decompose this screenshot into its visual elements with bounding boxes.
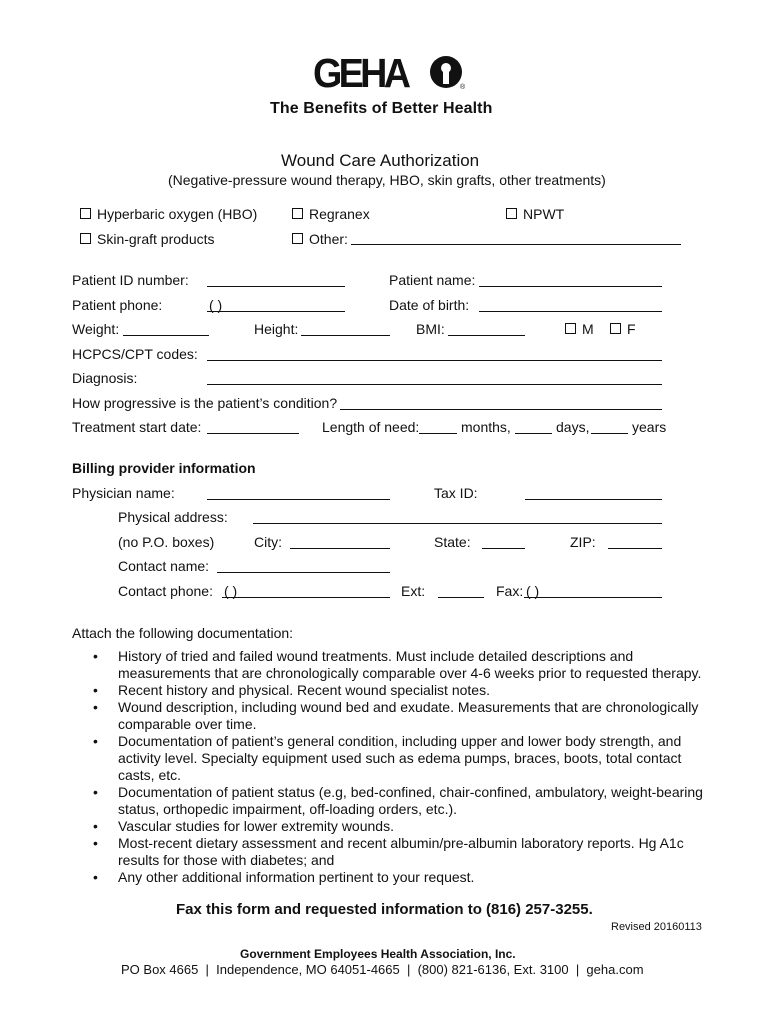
diagnosis-field[interactable] — [207, 384, 662, 385]
patient-name-field[interactable] — [479, 286, 662, 287]
logo-tagline: The Benefits of Better Health — [270, 100, 493, 117]
weight-label: Weight: — [72, 321, 120, 337]
sex-f-label: F — [627, 321, 636, 337]
option-regranex[interactable] — [292, 206, 370, 222]
dob-label: Date of birth: — [389, 297, 470, 313]
revised-date: Revised 20160113 — [611, 921, 702, 933]
hbo-checkbox[interactable] — [80, 208, 91, 219]
fax-instruction: Fax this form and requested information to (816) 257-3255. — [176, 901, 593, 918]
patient-id-field[interactable] — [207, 286, 345, 287]
ext-field[interactable] — [438, 597, 484, 598]
list-item: • Recent history and physical. Recent wound specialist notes. — [90, 682, 710, 699]
years-label: years — [632, 419, 667, 435]
list-item: • Vascular studies for lower extremity wounds. — [90, 818, 710, 835]
list-item: • Documentation of patient status (e.g, bed-confined, chair-confined, ambulatory, weight-bearing status, orthopedic impairment, off-loading orders, etc.). — [90, 784, 710, 818]
ext-label: Ext: — [401, 583, 426, 599]
height-label: Height: — [254, 321, 299, 337]
patient-phone-label: Patient phone: — [72, 297, 163, 313]
list-item: • Any other additional information pertinent to your request. — [90, 869, 710, 886]
bmi-label: BMI: — [416, 321, 445, 337]
fax-prefix: ( ) — [526, 583, 540, 599]
patient-phone-field[interactable] — [207, 311, 345, 312]
contact-phone-field[interactable] — [222, 597, 390, 598]
sex-m-checkbox[interactable] — [565, 323, 576, 334]
list-item: • Most-recent dietary assessment and recent albumin/pre-albumin laboratory reports. Hg A1c results for those with diabetes; and — [90, 835, 710, 869]
days-field[interactable] — [515, 433, 552, 434]
patient-name-label: Patient name: — [389, 272, 476, 288]
city-label: City: — [254, 534, 282, 550]
weight-field[interactable] — [123, 335, 209, 336]
option-hbo[interactable] — [80, 206, 257, 222]
months-field[interactable] — [419, 433, 457, 434]
other-label: Other: — [309, 231, 348, 247]
attach-list — [90, 648, 710, 886]
physician-field[interactable] — [207, 499, 390, 500]
tax-id-label: Tax ID: — [434, 485, 478, 501]
state-label: State: — [434, 534, 471, 550]
days-label: days, — [556, 419, 590, 435]
patient-id-label: Patient ID number: — [72, 272, 189, 288]
billing-heading: Billing provider information — [72, 460, 256, 476]
regranex-label: Regranex — [309, 206, 370, 222]
list-item: • Wound description, including wound bed and exudate. Measurements that are chronologically comparable over time. — [90, 699, 710, 733]
months-label: months, — [461, 419, 511, 435]
registered-mark: ® — [460, 84, 466, 91]
contact-name-field[interactable] — [217, 572, 390, 573]
state-field[interactable] — [482, 548, 525, 549]
contact-phone-prefix: ( ) — [224, 583, 238, 599]
city-field[interactable] — [290, 548, 390, 549]
option-skin-graft[interactable] — [80, 231, 215, 247]
progressive-label: How progressive is the patient’s condition? — [72, 395, 338, 411]
regranex-checkbox[interactable] — [292, 208, 303, 219]
start-date-label: Treatment start date: — [72, 419, 202, 435]
attach-heading: Attach the following documentation: — [72, 625, 294, 641]
tax-id-field[interactable] — [525, 499, 662, 500]
fax-label: Fax: — [496, 583, 524, 599]
physician-label: Physician name: — [72, 485, 175, 501]
geha-logo — [313, 50, 466, 96]
zip-label: ZIP: — [570, 534, 596, 550]
diagnosis-label: Diagnosis: — [72, 370, 138, 386]
logo-wordmark: GEHA — [313, 50, 408, 96]
hcpcs-label: HCPCS/CPT codes: — [72, 346, 198, 362]
patient-phone-prefix: ( ) — [209, 297, 223, 313]
form-subtitle: (Negative-pressure wound therapy, HBO, skin grafts, other treatments) — [168, 172, 606, 188]
skin-graft-label: Skin-graft products — [97, 231, 215, 247]
contact-phone-label: Contact phone: — [118, 583, 213, 599]
hbo-label: Hyperbaric oxygen (HBO) — [97, 206, 258, 222]
address-field[interactable] — [253, 523, 662, 524]
sex-f-checkbox[interactable] — [610, 323, 621, 334]
other-checkbox[interactable] — [292, 233, 303, 244]
option-npwt[interactable] — [506, 206, 564, 222]
sex-f-option[interactable] — [610, 321, 636, 337]
zip-field[interactable] — [608, 548, 662, 549]
footer-org: Government Employees Health Association, Inc. — [240, 947, 516, 961]
form-title: Wound Care Authorization — [281, 151, 480, 170]
footer-address: PO Box 4665 | Independence, MO 64051-4665 | (800) 821-6136, Ext. 3100 | geha.com — [121, 962, 644, 977]
fax-field[interactable] — [524, 597, 662, 598]
progressive-field[interactable] — [340, 409, 662, 410]
option-other[interactable] — [292, 231, 348, 247]
sex-m-option[interactable] — [565, 321, 594, 337]
keyhole-icon — [430, 56, 462, 88]
height-field[interactable] — [301, 335, 390, 336]
dob-field[interactable] — [479, 311, 662, 312]
length-of-need-label: Length of need: — [322, 419, 420, 435]
list-item: • Documentation of patient’s general condition, including upper and lower body strength, and activity level. Specialty equipment used such as edema pumps, braces, boots, total contact casts, etc. — [90, 733, 710, 784]
bmi-field[interactable] — [448, 335, 525, 336]
start-date-field[interactable] — [207, 433, 299, 434]
sex-m-label: M — [582, 321, 594, 337]
list-item: • History of tried and failed wound treatments. Must include detailed descriptions and measurements that are chronologically comparable over 4-6 weeks prior to requested therapy. — [90, 648, 710, 682]
npwt-checkbox[interactable] — [506, 208, 517, 219]
npwt-label: NPWT — [523, 206, 565, 222]
skin-graft-checkbox[interactable] — [80, 233, 91, 244]
hcpcs-field[interactable] — [207, 360, 662, 361]
address-label: Physical address: — [118, 509, 228, 525]
no-po-note: (no P.O. boxes) — [118, 534, 215, 550]
other-field[interactable] — [351, 244, 681, 245]
years-field[interactable] — [591, 433, 628, 434]
contact-name-label: Contact name: — [118, 558, 210, 574]
